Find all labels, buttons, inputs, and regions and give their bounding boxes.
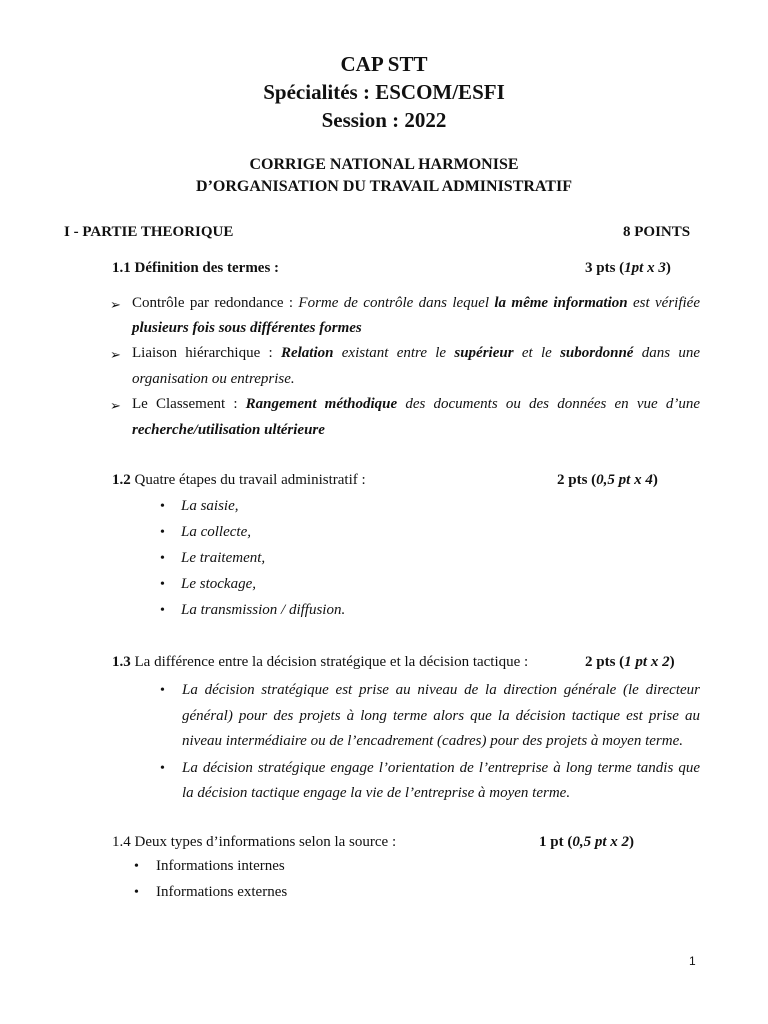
list-item: Le stockage, <box>181 576 256 592</box>
section-1-1-title: 1.1 Définition des termes : <box>112 260 280 276</box>
list-item: La saisie, <box>181 498 239 514</box>
header-sub-2: D’ORGANISATION DU TRAVAIL ADMINISTRATIF <box>196 178 572 195</box>
bullet-icon: • <box>160 551 165 566</box>
bullet-icon: • <box>160 525 165 540</box>
bullet-icon: • <box>134 859 139 874</box>
bullet-icon: • <box>160 499 165 514</box>
header-line-3: Session : 2022 <box>321 108 447 132</box>
bullet-icon: • <box>160 577 165 592</box>
section-1-4-title: 1.4 Deux types d’informations selon la source : <box>112 834 397 850</box>
arrow-bullet-icon: ➢ <box>110 398 121 413</box>
definition-item-2: Liaison hiérarchique : Relation existant entre le supérieur et le subordonné dans une <box>132 345 701 361</box>
definition-item-3: Le Classement : Rangement méthodique des documents ou des données en vue d’une <box>132 396 700 412</box>
bullet-icon: • <box>160 603 165 618</box>
header-sub-1: CORRIGE NATIONAL HARMONISE <box>249 156 519 173</box>
decision-bullet-1-line-2: général) pour des projets à long terme alors que la décision tactique est prise au <box>182 708 700 724</box>
list-item: La collecte, <box>181 524 251 540</box>
part-points: 8 POINTS <box>623 224 691 240</box>
section-1-4-points: 1 pt (0,5 pt x 2) <box>539 834 635 850</box>
definition-item-3-cont: recherche/utilisation ultérieure <box>132 422 325 438</box>
header-line-1: CAP STT <box>340 52 428 76</box>
arrow-bullet-icon: ➢ <box>110 297 121 312</box>
decision-bullet-2-line-2: la décision tactique engage la vie de l’entreprise à moyen terme. <box>182 785 571 801</box>
list-item: Le traitement, <box>181 550 266 566</box>
decision-bullet-1-line-3: niveau intermédiaire ou de l’encadrement (cadres) pour des projets à moyen terme. <box>182 733 683 749</box>
bullet-icon: • <box>160 683 165 698</box>
section-1-2-title: 1.2 Quatre étapes du travail administratif : <box>112 472 366 488</box>
part-title: I - PARTIE THEORIQUE <box>64 224 234 240</box>
arrow-bullet-icon: ➢ <box>110 347 121 362</box>
list-item: Informations externes <box>156 884 288 900</box>
bullet-icon: • <box>134 885 139 900</box>
definition-item-2-cont: organisation ou entreprise. <box>132 371 295 387</box>
list-item: La transmission / diffusion. <box>181 602 346 618</box>
list-item: Informations internes <box>156 858 285 874</box>
section-1-3-title: 1.3 La différence entre la décision stratégique et la décision tactique : <box>112 654 529 670</box>
page-number: 1 <box>689 954 696 968</box>
section-1-1-points: 3 pts (1pt x 3) <box>585 260 671 276</box>
decision-bullet-2-line-1: La décision stratégique engage l’orientation de l’entreprise à long terme tandis que <box>182 760 700 776</box>
header-line-2: Spécialités : ESCOM/ESFI <box>263 80 505 104</box>
definition-item-1-cont: plusieurs fois sous différentes formes <box>132 320 362 336</box>
section-1-3-points: 2 pts (1 pt x 2) <box>585 654 675 670</box>
decision-bullet-1-line-1: La décision stratégique est prise au niveau de la direction générale (le directeur <box>182 682 700 698</box>
section-1-2-points: 2 pts (0,5 pt x 4) <box>557 472 658 488</box>
definition-item-1: Contrôle par redondance : Forme de contrôle dans lequel la même information est vérifiée <box>132 295 700 311</box>
bullet-icon: • <box>160 761 165 776</box>
